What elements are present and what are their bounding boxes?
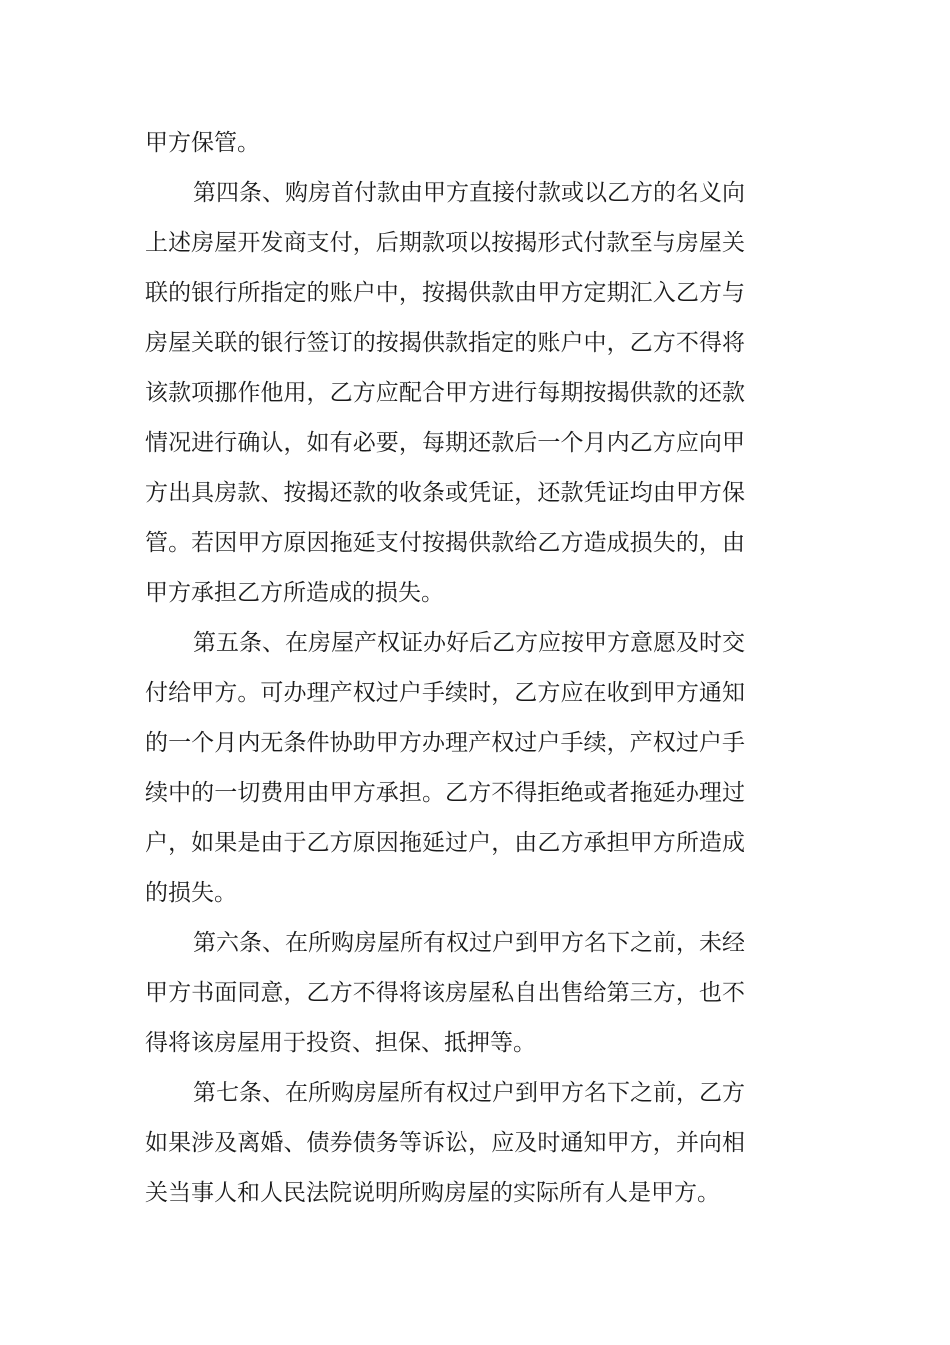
paragraph-article-7-start: 第七条、在所购房屋所有权过户到甲方名下之前，乙方 xyxy=(193,1080,745,1106)
text-line: 甲方书面同意，乙方不得将该房屋私自出售给第三方，也不 xyxy=(145,980,745,1006)
contract-body xyxy=(145,118,745,1218)
text-line: 得将该房屋用于投资、担保、抵押等。 xyxy=(145,1030,536,1056)
text-line: 的损失。 xyxy=(145,880,237,906)
paragraph-article-5-start: 第五条、在房屋产权证办好后乙方应按甲方意愿及时交 xyxy=(193,630,745,656)
text-line: 情况进行确认，如有必要，每期还款后一个月内乙方应向甲 xyxy=(145,430,745,456)
text-line: 付给甲方。可办理产权过户手续时，乙方应在收到甲方通知 xyxy=(145,680,745,706)
text-line: 如果涉及离婚、债券债务等诉讼，应及时通知甲方，并向相 xyxy=(145,1130,745,1156)
text-line: 方出具房款、按揭还款的收条或凭证，还款凭证均由甲方保 xyxy=(145,480,745,506)
text-line: 甲方承担乙方所造成的损失。 xyxy=(145,580,444,606)
text-line: 房屋关联的银行签订的按揭供款指定的账户中，乙方不得将 xyxy=(145,330,745,356)
text-line: 续中的一切费用由甲方承担。乙方不得拒绝或者拖延办理过 xyxy=(145,780,745,806)
paragraph-article-4-start: 第四条、购房首付款由甲方直接付款或以乙方的名义向 xyxy=(193,180,745,206)
text-line: 该款项挪作他用，乙方应配合甲方进行每期按揭供款的还款 xyxy=(145,380,745,406)
text-line: 户，如果是由于乙方原因拖延过户，由乙方承担甲方所造成 xyxy=(145,830,745,856)
text-line: 的一个月内无条件协助甲方办理产权过户手续，产权过户手 xyxy=(145,730,745,756)
text-line: 联的银行所指定的账户中，按揭供款由甲方定期汇入乙方与 xyxy=(145,280,745,306)
text-line: 甲方保管。 xyxy=(145,130,260,156)
text-line: 管。若因甲方原因拖延支付按揭供款给乙方造成损失的，由 xyxy=(145,530,745,556)
text-line: 关当事人和人民法院说明所购房屋的实际所有人是甲方。 xyxy=(145,1180,720,1206)
text-line: 上述房屋开发商支付，后期款项以按揭形式付款至与房屋关 xyxy=(145,230,745,256)
paragraph-article-6-start: 第六条、在所购房屋所有权过户到甲方名下之前，未经 xyxy=(193,930,745,956)
